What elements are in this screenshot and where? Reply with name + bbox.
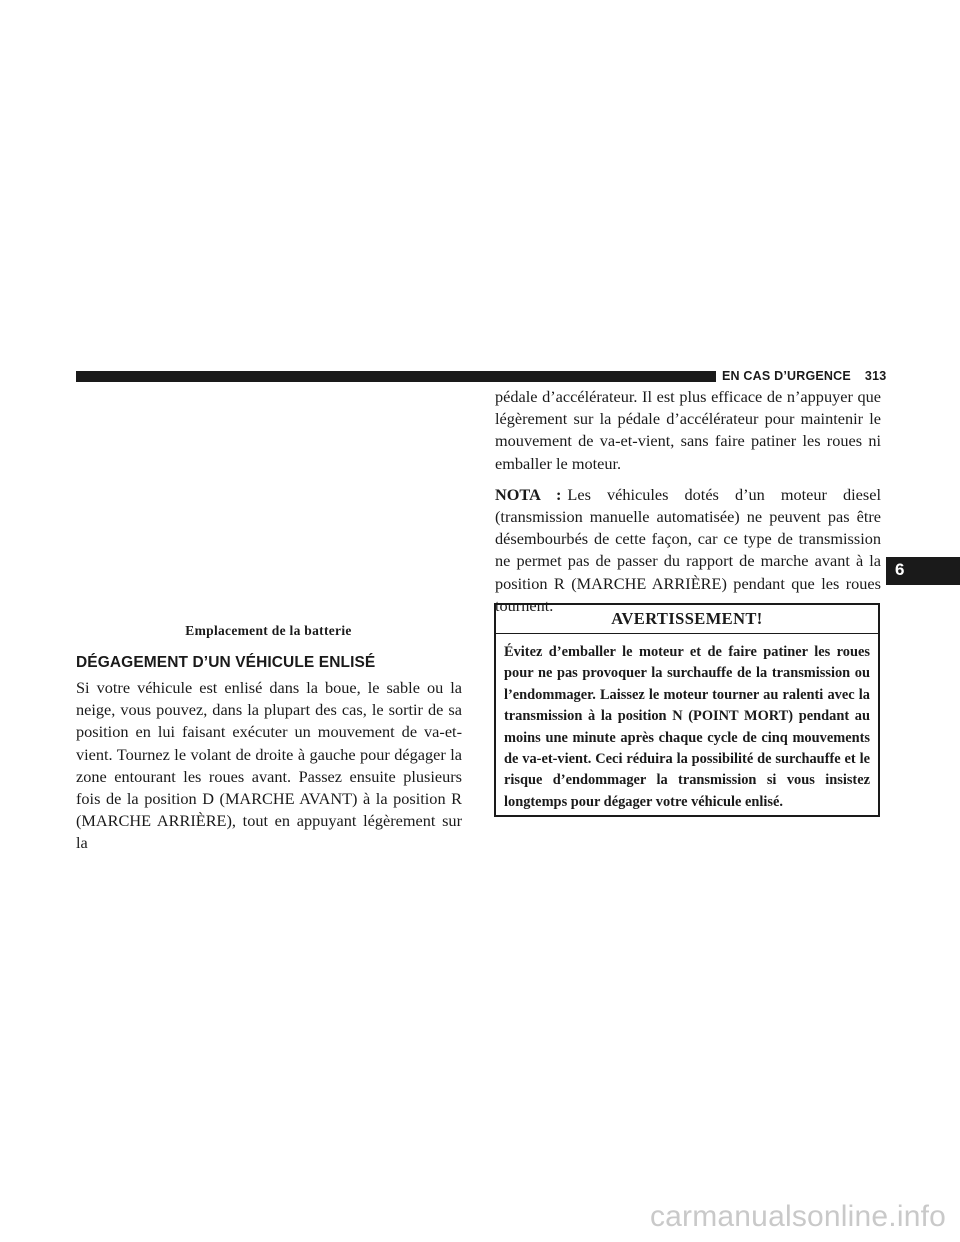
- chapter-tab-number: 6: [895, 560, 905, 579]
- image-caption: Emplacement de la batterie: [185, 623, 352, 638]
- warning-text: Évitez d’emballer le moteur et de faire patiner les roues pour ne pas provoquer la surchauffe de la transmission ou l’endommager. Laissez le moteur tourner au ralenti avec la transmission à la position N (POINT MORT) pendant au moins une minute après chaque cycle de cinq mouvements de va-et-vient. Ceci réduira la possibilité de surchauffe et le risque d’endommager la transmission si vous insistez longtemps pour dégager votre véhicule enlisé.: [504, 644, 870, 810]
- running-header: [722, 369, 886, 385]
- warning-box: [494, 603, 880, 817]
- header-rule: [76, 371, 716, 382]
- watermark-text: carmanualsonline.info: [649, 1200, 946, 1233]
- note-paragraph: [495, 484, 881, 617]
- right-column: [495, 386, 881, 617]
- warning-title: AVERTISSEMENT!: [496, 605, 878, 634]
- chapter-tab[interactable]: [886, 557, 960, 585]
- section-paragraph: Si votre véhicule est enlisé dans la boue, le sable ou la neige, vous pouvez, dans la plupart des cas, le sortir de sa position en lui faisant exécuter un mouvement de va-et-vient. Tournez le volant de droite à gauche pour dégager la zone entourant les roues avant. Passez ensuite plusieurs fois de la position D (MARCHE AVANT) à la position R (MARCHE ARRIÈRE), tout en appuyant légèrement sur la: [76, 678, 462, 853]
- continuation-paragraph: pédale d’accélérateur. Il est plus efficace de n’appuyer que légèrement sur la pédale d’accélérateur pour maintenir le mouvement de va-et-vient, sans faire patiner les roues ni emballer le moteur.: [495, 387, 881, 473]
- section-heading: DÉGAGEMENT D’UN VÉHICULE ENLISÉ: [76, 654, 376, 671]
- note-text: Les véhicules dotés d’un moteur diesel (transmission manuelle automatisée) ne peuvent pas être désembourbés de cette façon, car ce type de transmission ne permet pas de passer du rapport de marche avant à la position R (MARCHE ARRIÈRE) pendant que les roues tournent.: [495, 484, 881, 615]
- page-number: 313: [864, 369, 887, 383]
- note-label: NOTA :: [495, 484, 562, 504]
- header-section-title: EN CAS D’URGENCE: [722, 369, 851, 383]
